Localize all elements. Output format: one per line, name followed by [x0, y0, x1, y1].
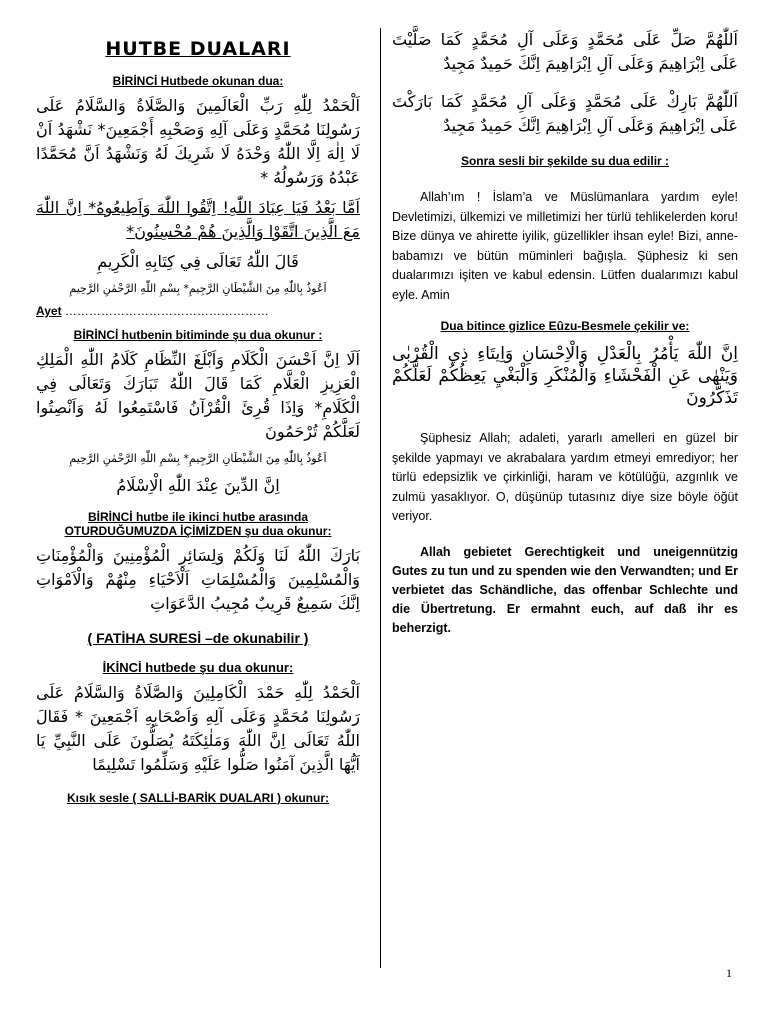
- right-column: [392, 28, 738, 654]
- arabic-euzu-1: اَعُوذُ بِاللّٰهِ مِنَ الشَّيْطَانِ الرَّجِيمِ* بِسْمِ اللّٰهِ الرَّحْمٰنِ الرَّحِيمِ: [69, 282, 327, 295]
- arabic-hamd-1: اَلْحَمْدُ لِلّٰهِ رَبِّ الْعَالَمِينَ وَالصَّلَاةُ وَالسَّلَامُ عَلَى رَسُولِنَا مُحَمَّدٍ وَعَلَى آلِهِ وَصَحْبِهِ أَجْمَعِينَ* نَشْهَدُ اَنْ لَا اِلٰهَ اِلَّا اللّٰهُ وَحْدَهُ لَا شَرِيكَ لَهُ وَنَشْهَدُ اَنَّ مُحَمَّدًا عَبْدُهُ وَرَسُولُهُ *: [36, 96, 360, 187]
- paragraph-turkish-dua: Allah’ım ! İslam’a ve Müslümanlara yardım eyle! Devletimizi, ülkemizi ve milletimizi her türlü tehlikelerden koru! Bize dünya ve ahirette iyilik, güzellikler ihsan eyle! Bizi, anne-babamızı ve bütün müminleri bağışla. Şüphesiz ki sen dualarımızı işiten ve kabul edensin. Lütfen dualarımızı kabul eyle. Amin: [392, 190, 738, 302]
- heading-aloud-dua: Sonra sesli bir şekilde su dua edilir :: [460, 154, 670, 168]
- arabic-nahl-90: اِنَّ اللّٰهَ يَأْمُرُ بِالْعَدْلِ وَالْاِحْسَانِ وَاِيتَاءِ ذِي الْقُرْبٰى وَيَنْهٰى عَنِ الْفَحْشَاءِ وَالْمُنْكَرِ وَالْبَغْيِ يَعِظُكُمْ لَعَلَّكُمْ تَذَكَّرُونَ: [392, 344, 738, 408]
- arabic-hamd-2: اَلْحَمْدُ لِلّٰهِ حَمْدَ الْكَامِلِينَ وَالصَّلَاةُ وَالسَّلَامُ عَلَى رَسُولِنَا مُحَمَّدٍ وَعَلَى آلِهِ وَاَصْحَابِهِ اَجْمَعِينَ * فَقَالَ اللّٰهُ تَعَالَى اِنَّ اللّٰهَ وَمَلٰئِكَتَهُ يُصَلُّونَ عَلَى النَّبِيِّ يَا اَيُّهَا الَّذِينَ آمَنُوا صَلُّوا عَلَيْهِ وَسَلِّمُوا تَسْلِيمًا: [36, 683, 360, 774]
- heading-first-sermon: BİRİNCİ Hutbede okunan dua:: [112, 74, 284, 88]
- heading-end-first: BİRİNCİ hutbenin bitiminde şu dua okunur :: [73, 328, 323, 342]
- paragraph-german-meal: Allah gebietet Gerechtigkeit und uneigennützig Gutes zu tun und zu spenden wie den Verwandten; und Er verbietet das Schändliche, das offenbar Schlechte und die Übertretung. Er ermahnt euch, auf daß ihr es beherzigt.: [392, 544, 738, 635]
- arabic-barakallah: بَارَكَ اللّٰهُ لَنَا وَلَكُمْ وَلِسَائِرِ الْمُؤْمِنِينَ وَالْمُؤْمِنَاتِ وَالْمُسْلِمِينَ وَالْمُسْلِمَاتِ اَلْاَحْيَاءِ مِنْهُمْ وَالْاَمْوَاتِ اِنَّكَ سَمِيعٌ قَرِيبٌ مُجِيبُ الدَّعَوَاتِ: [36, 546, 360, 613]
- column-divider: [380, 28, 381, 968]
- heading-euzu-besmele: Dua bitince gizlice Eûzu-Besmele çekilir ve:: [440, 319, 690, 333]
- heading-fatiha: ( FATİHA SURESİ –de okunabilir ): [87, 630, 309, 646]
- arabic-salli: اَللّٰهُمَّ صَلِّ عَلَى مُحَمَّدٍ وَعَلَى آلِ مُحَمَّدٍ كَمَا صَلَّيْتَ عَلَى اِبْرَاهِيمَ وَعَلَى آلِ اِبْرَاهِيمَ اِنَّكَ حَمِيدٌ مَجِيدٌ: [392, 30, 738, 73]
- heading-salli-barik: Kısık sesle ( SALLİ-BARİK DUALARI ) okunur:: [66, 791, 330, 805]
- heading-between: BİRİNCİ hutbe ile ikinci hutbe arasında OTURDUĞUMUZDA İÇİMİZDEN şu dua okunur:: [64, 510, 332, 538]
- page-number: 1: [726, 966, 732, 980]
- heading-second-sermon: İKİNCİ hutbede şu dua okunur:: [102, 660, 294, 675]
- paragraph-turkish-meal: Şüphesiz Allah; adaleti, yararlı amelleri en güzel bir şekilde yapmayı ve akrabalara yardım etmeyi emrediyor; her türlü edepsizlik ve çirkinliği, haram ve kötülüğü, azgınlık ve zulmü yasaklıyor. O, düşünüp tutasınız diye size böyle öğüt veriyor.: [392, 431, 738, 523]
- arabic-amma-bad: اَمَّا بَعْدُ فَيَا عِبَادَ اللّٰهِ! اِتَّقُوا اللّٰهَ وَاَطِيعُوهُ* اِنَّ اللّٰهَ مَعَ الَّذِينَ اتَّقَوْا وَالَّذِينَ هُمْ مُحْسِنُونَ*: [36, 198, 360, 241]
- page-title: HUTBE DUALARI: [105, 38, 291, 60]
- arabic-inna-din: اِنَّ الدِّينَ عِنْدَ اللّٰهِ الْاِسْلَامُ: [116, 476, 280, 495]
- ayet-placeholder: Ayet ……………………………………………: [36, 304, 269, 318]
- arabic-barik: اَللّٰهُمَّ بَارِكْ عَلَى مُحَمَّدٍ وَعَلَى آلِ مُحَمَّدٍ كَمَا بَارَكْتَ عَلَى اِبْرَاهِيمَ وَعَلَى آلِ اِبْرَاهِيمَ اِنَّكَ حَمِيدٌ مَجِيدٌ: [392, 92, 738, 135]
- arabic-euzu-2: اَعُوذُ بِاللّٰهِ مِنَ الشَّيْطَانِ الرَّجِيمِ* بِسْمِ اللّٰهِ الرَّحْمٰنِ الرَّحِيمِ: [69, 452, 327, 465]
- arabic-ala-inna: اَلَا اِنَّ اَحْسَنَ الْكَلَامِ وَاَبْلَغَ النِّظَامِ كَلَامُ اللّٰهِ الْمَلِكِ الْعَزِيزِ الْعَلَّامِ كَمَا قَالَ اللّٰهُ تَبَارَكَ وَتَعَالَى فِي الْكَلَامِ* وَاِذَا قُرِئَ الْقُرْآنُ فَاسْتَمِعُوا لَهُ وَاَنْصِتُوا لَعَلَّكُمْ تُرْحَمُونَ: [36, 350, 360, 441]
- left-column: [36, 28, 360, 811]
- arabic-qala-allah: قَالَ اللّٰهُ تَعَالَى فِي كِتَابِهِ الْكَرِيمِ: [97, 252, 299, 271]
